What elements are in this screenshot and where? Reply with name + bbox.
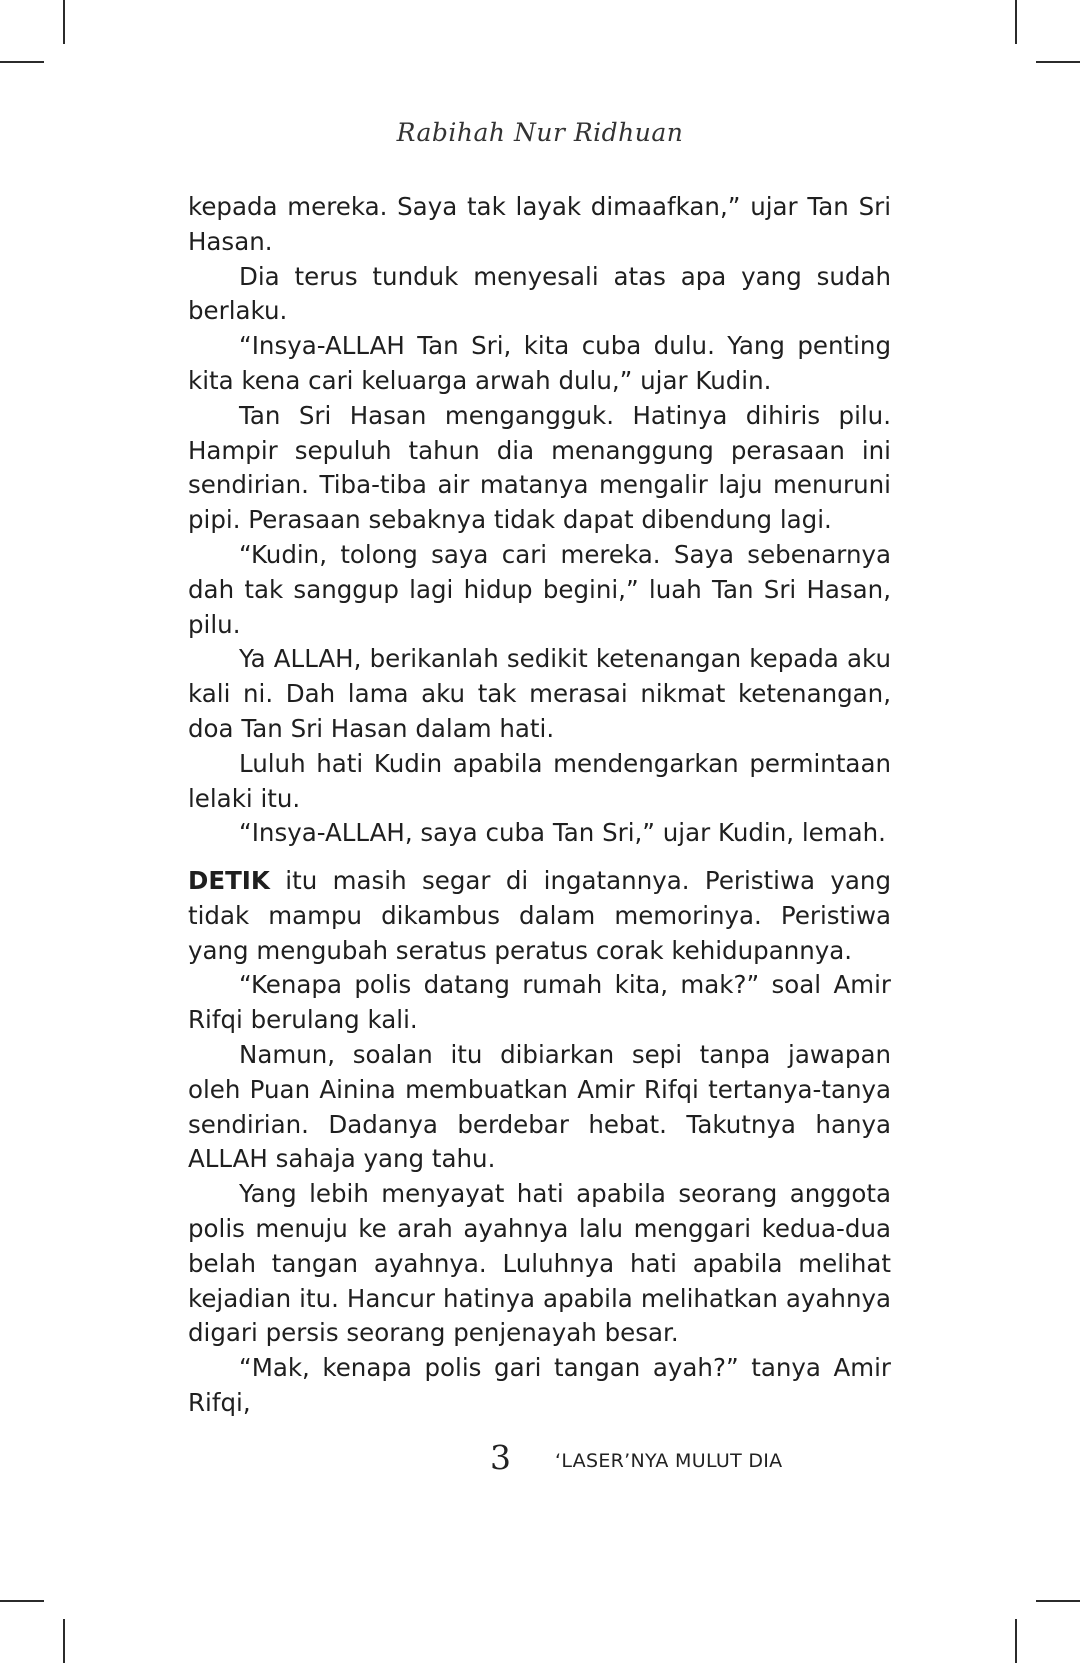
text-section-1 — [188, 190, 891, 851]
paragraph: “Insya-ALLAH Tan Sri, kita cuba dulu. Yang penting kita kena cari keluarga arwah dulu,” ujar Kudin. — [188, 331, 891, 395]
crop-mark-bottom-left — [63, 1619, 65, 1663]
paragraph: Dia terus tunduk menyesali atas apa yang sudah berlaku. — [188, 261, 891, 326]
page-number: 3 — [490, 1438, 511, 1477]
crop-mark-bottom-left-h — [0, 1600, 44, 1602]
paragraph: Namun, soalan itu dibiarkan sepi tanpa jawapan oleh Puan Ainina membuatkan Amir Rifqi tertanya-tanya sendirian. Dadanya berdebar hebat. Takutnya hanya ALLAH sahaja yang tahu. — [188, 1039, 891, 1174]
paragraph: Ya ALLAH, berikanlah sedikit ketenangan kepada aku kali ni. Dah lama aku tak merasai nikmat ketenangan, doa Tan Sri Hasan dalam hati. — [188, 644, 891, 743]
crop-mark-top-left — [63, 0, 65, 44]
section-2-paragraphs — [188, 968, 891, 1420]
crop-mark-bottom-right — [1015, 1619, 1017, 1663]
paragraph: Luluh hati Kudin apabila mendengarkan permintaan lelaki itu. — [188, 748, 891, 813]
paragraph: Tan Sri Hasan mengangguk. Hatinya dihiris pilu. Hampir sepuluh tahun dia menanggung perasaan ini sendirian. Tiba-tiba air matanya mengalir laju menuruni pipi. Perasaan sebaknya tidak dapat dibendung lagi. — [188, 400, 891, 535]
section-opening-paragraph — [188, 864, 891, 968]
section-opener-rest: itu masih segar di ingatannya. Peristiwa yang tidak mampu dikambus dalam memorinya. Peristiwa yang mengubah seratus peratus corak kehidupannya. — [188, 866, 891, 965]
crop-mark-top-right — [1015, 0, 1017, 44]
paragraph: “Mak, kenapa polis gari tangan ayah?” tanya Amir Rifqi, — [188, 1353, 891, 1417]
paragraph: “Insya-ALLAH, saya cuba Tan Sri,” ujar Kudin, lemah. — [239, 818, 886, 848]
page-footer — [0, 1438, 1080, 1478]
running-head-author: Rabihah Nur Ridhuan — [396, 118, 684, 147]
crop-mark-bottom-right-h — [1036, 1600, 1080, 1602]
section-opener-word: DETIK — [188, 866, 270, 895]
crop-mark-top-right-h — [1036, 61, 1080, 63]
paragraph: “Kudin, tolong saya cari mereka. Saya sebenarnya dah tak sanggup lagi hidup begini,” luah Tan Sri Hasan, pilu. — [188, 539, 891, 639]
book-title: ‘LASER’NYA MULUT DIA — [555, 1450, 783, 1472]
crop-mark-top-left-h — [0, 61, 44, 63]
paragraph: “Kenapa polis datang rumah kita, mak?” soal Amir Rifqi berulang kali. — [188, 970, 891, 1035]
paragraph: kepada mereka. Saya tak layak dimaafkan,” ujar Tan Sri Hasan. — [188, 192, 891, 256]
text-section-2 — [188, 864, 891, 1421]
paragraph: Yang lebih menyayat hati apabila seorang anggota polis menuju ke arah ayahnya lalu menggari kedua-dua belah tangan ayahnya. Luluhnya hati apabila melihat kejadian itu. Hancur hatinya apabila melihatkan ayahnya digari persis seorang penjenayah besar. — [188, 1179, 891, 1348]
